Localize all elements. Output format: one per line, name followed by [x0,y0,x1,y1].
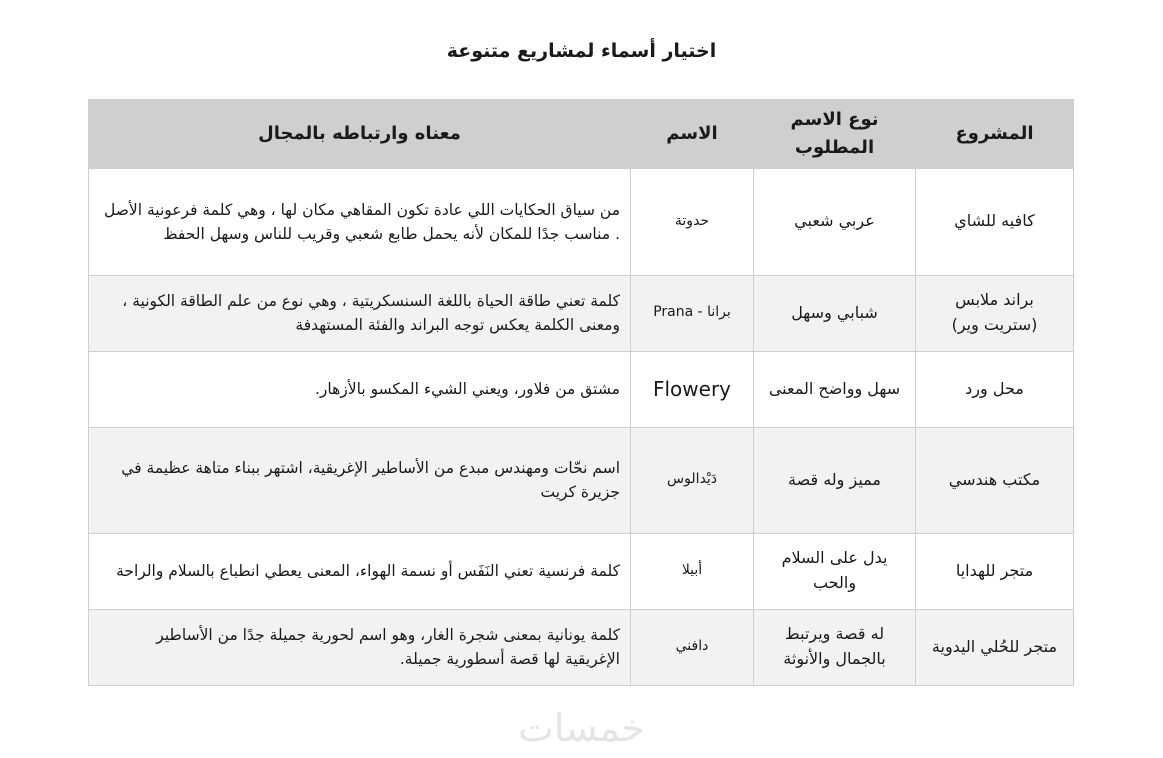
cell-project: متجر للحُلي اليدوية [916,609,1074,685]
cell-project: مكتب هندسي [916,427,1074,533]
header-project: المشروع [916,100,1074,169]
cell-meaning: اسم نحّات ومهندس مبدع من الأساطير الإغريقية، اشتهر ببناء متاهة عظيمة في جزيرة كريت [89,427,631,533]
cell-project: محل ورد [916,351,1074,427]
cell-name: دافني [631,609,754,685]
cell-project: متجر للهدايا [916,533,1074,609]
cell-name: حدوتة [631,168,754,275]
header-name: الاسم [631,100,754,169]
projects-table [88,99,1074,686]
table-row [89,168,1074,275]
cell-name-type: مميز وله قصة [754,427,916,533]
cell-project: براند ملابس (ستريت وير) [916,275,1074,351]
cell-name-type: يدل على السلام والحب [754,533,916,609]
table-row [89,427,1074,533]
table-row [89,351,1074,427]
cell-name-type: له قصة ويرتبط بالجمال والأنوثة [754,609,916,685]
cell-project: كافيه للشاي [916,168,1074,275]
cell-name: دَيْدالوس [631,427,754,533]
watermark-logo: خمسات [518,706,645,750]
cell-meaning: كلمة تعني طاقة الحياة باللغة السنسكريتية ، وهي نوع من علم الطاقة الكونية ، ومعنى الكلمة يعكس توجه البراند والفئة المستهدفة [89,275,631,351]
table-row [89,275,1074,351]
header-name-type: نوع الاسم المطلوب [754,100,916,169]
table-header-row [89,100,1074,169]
cell-meaning: كلمة فرنسية تعني النَفَس أو نسمة الهواء، المعنى يعطي انطباع بالسلام والراحة [89,533,631,609]
cell-meaning: كلمة يونانية بمعنى شجرة الغار، وهو اسم لحورية جميلة جدًا من الأساطير الإغريقية لها قصة أسطورية جميلة. [89,609,631,685]
cell-name-type: شبابي وسهل [754,275,916,351]
cell-name-type: سهل وواضح المعنى [754,351,916,427]
cell-name: برانا - Prana [631,275,754,351]
table-row [89,609,1074,685]
table-row [89,533,1074,609]
cell-meaning: مشتق من فلاور، ويعني الشيء المكسو بالأزهار. [89,351,631,427]
cell-name-type: عربي شعبي [754,168,916,275]
cell-name: Flowery [631,351,754,427]
page-title: اختيار أسماء لمشاريع متنوعة [446,40,717,62]
cell-meaning: من سياق الحكايات اللي عادة تكون المقاهي مكان لها ، وهي كلمة فرعونية الأصل . مناسب جدًا للمكان لأنه يحمل طابع شعبي وقريب للناس وسهل الحفظ [89,168,631,275]
header-meaning: معناه وارتباطه بالمجال [89,100,631,169]
cell-name: أبيلا [631,533,754,609]
